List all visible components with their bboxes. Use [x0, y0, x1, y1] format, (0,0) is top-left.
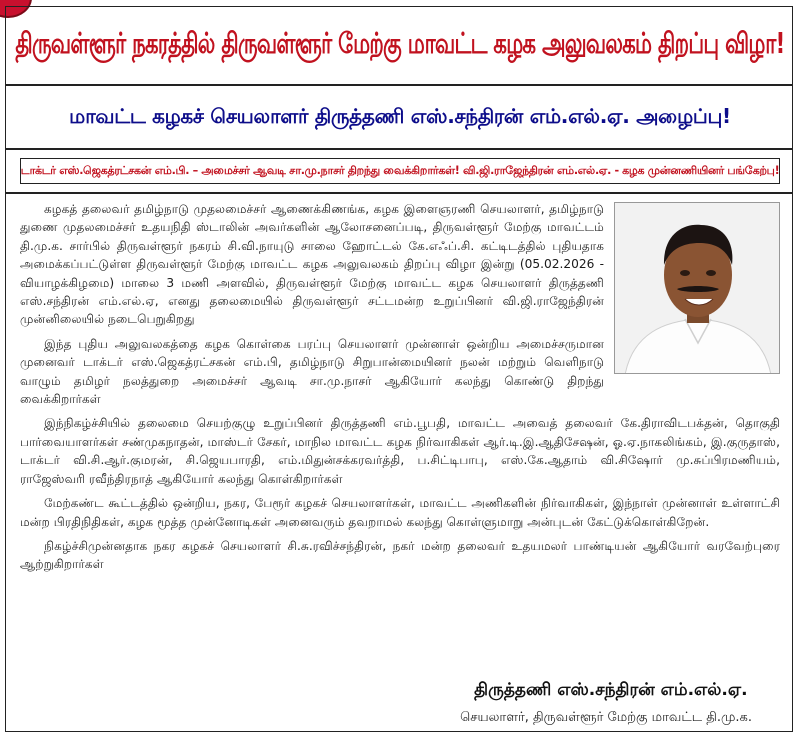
divider	[5, 192, 793, 194]
guests-strip: டாக்டர் எஸ்.ஜெகத்ரட்சகன் எம்.பி. – அமைச்சர் ஆவடி சா.மு.நாசர் திறந்து வைக்கிறார்கள்! வி.ஜி.ராஜேந்திரன் எம்.எல்.ஏ. - கழக முன்னணியினர் பங்கேற்பு!	[20, 158, 780, 184]
secretary-portrait	[614, 202, 780, 374]
subheadline: மாவட்ட கழகச் செயலாளர் திருத்தணி எஸ்.சந்திரன் எம்.எல்.ஏ. அழைப்பு!	[69, 103, 731, 128]
paragraph: மேற்கண்ட கூட்டத்தில் ஒன்றிய, நகர, பேரூர் கழகச் செயலாளர்கள், மாவட்ட அணிகளின் நிர்வாகிகள், இந்நாள் முன்னாள் உள்ளாட்சி மன்ற பிரதிநிதிகள், கழக மூத்த முன்னோடிகள் அனைவரும் தவறாமல் கலந்து கொள்ளுமாறு அன்புடன் கேட்டுக்கொள்கிறேன்.	[20, 496, 780, 529]
paragraph: இந்நிகழ்ச்சியில் தலைமை செயற்குழு உறுப்பினர் திருத்தணி எம்.பூபதி, மாவட்ட அவைத் தலைவர் கே.திராவிடபக்தன், தொகுதி பார்வையாளர்கள் சண்முகநாதன், மாஸ்டர் சேகர், மாநில மாவட்ட கழக நிர்வாகிகள் ஆர்.டி.இ.ஆதிசேஷன், ஓ.ஏ.நாகலிங்கம், இ.குருதாஸ், டாக்டர் வி.சி.ஆர்.குமரன், சி.ஜெயபாரதி, எம்.மிதுன்சக்கரவர்த்தி, ப.சிட்டிபாபு, எஸ்.கே.ஆதாம் வி.சிஷோர் மு.சுப்பிரமணியம், ராஜேஸ்வரி ரவீந்திரநாத் ஆகியோர் கலந்து கொள்கிறார்கள்	[20, 416, 780, 486]
headline: திருவள்ளூர் நகரத்தில் திருவள்ளூர் மேற்கு மாவட்ட கழக அலுவலகம் திறப்பு விழா!	[15, 26, 785, 60]
paragraph: நிகழ்ச்சிமுன்னதாக நகர கழகச் செயலாளர் சி.சு.ரவிச்சந்திரன், நகர் மன்ற தலைவர் உதயமலர் பாண்டியன் ஆகியோர் வரவேற்புரை ஆற்றுகிறார்கள்	[20, 538, 780, 572]
divider	[5, 148, 793, 150]
paragraph: இந்த புதிய அலுவலகத்தை கழக கொள்கை பரப்பு செயலாளர் முன்னாள் ஒன்றிய அமைச்சருமான முனைவர் டாக்டர் எஸ்.ஜெகத்ரட்சகன் எம்.பி, தமிழ்நாடு சிறுபான்மையினர் நலன் மற்றும் வெளிநாடு வாழும் தமிழர் நலத்துறை அமைச்சர் ஆவடி சா.மு.நாசர் ஆகியோர் கலந்து கொண்டு திறந்து வைக்கிறார்கள்	[20, 336, 604, 407]
signature-block	[460, 680, 752, 726]
article-body	[20, 200, 780, 580]
signatory-role: செயலாளர், திருவள்ளூர் மேற்கு மாவட்ட தி.மு.க.	[460, 710, 752, 725]
portrait-illustration	[615, 203, 780, 374]
paragraph: கழகத் தலைவர் தமிழ்நாடு முதலமைச்சர் ஆணைக்கிணங்க, கழக இளைஞரணி செயலாளர், தமிழ்நாடு துணை முதலமைச்சர் உதயநிதி ஸ்டாலின் அவர்களின் ஆலோசனைப்படி, திருவள்ளூர் மேற்கு மாவட்டம் தி.மு.க. சார்பில் திருவள்ளூர் நகரம் சி.வி.நாயுடு சாலை ஹோட்டல் கே.எஃப்.சி. கட்டிடத்தில் புதியதாக அமைக்கப்பட்டுள்ள திருவள்ளூர் மேற்கு மாவட்ட கழக அலுவலகம் திறப்பு விழா இன்று (05.02.2026 - வியாழக்கிழமை) மாலை 3 மணி அளவில், திருவள்ளூர் மேற்கு மாவட்ட கழக செயலாளர் திருத்தணி எஸ்.சந்திரன் எம்.எல்.ஏ, எனது தலைமையில் திருவள்ளூர் சட்டமன்ற உறுப்பினர் வி.ஜி.ராஜேந்திரன் முன்னிலையில் நடைபெறுகிறது	[20, 202, 604, 327]
signatory-name: திருத்தணி எஸ்.சந்திரன் எம்.எல்.ஏ.	[474, 680, 748, 700]
divider	[5, 84, 793, 86]
